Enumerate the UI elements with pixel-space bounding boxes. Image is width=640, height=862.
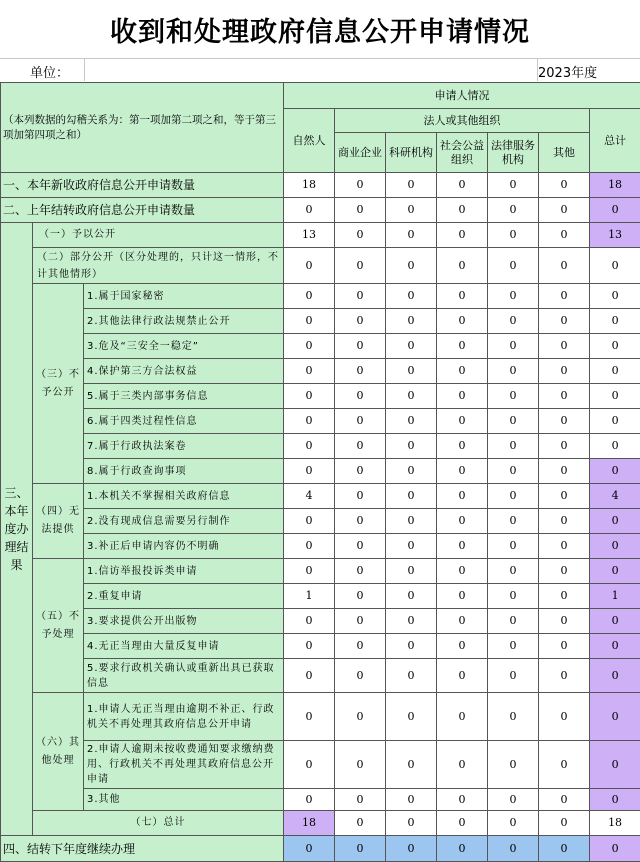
g3-item-0-value-2[interactable]: 0 — [386, 284, 437, 309]
report-table — [0, 82, 640, 862]
g3-item-1-value-4[interactable]: 0 — [488, 309, 539, 334]
g5-item-1-value-2[interactable]: 0 — [386, 584, 437, 609]
g7-value-1[interactable]: 0 — [335, 811, 386, 836]
row-carryover-value-3[interactable]: 0 — [437, 198, 488, 223]
g5-item-1-value-3[interactable]: 0 — [437, 584, 488, 609]
g6-item-2-value-5[interactable]: 0 — [539, 789, 590, 811]
g3-item-1-value-3[interactable]: 0 — [437, 309, 488, 334]
g5-item-1-label: 2.重复申请 — [84, 584, 284, 609]
g5-item-3-value-5[interactable]: 0 — [539, 634, 590, 659]
g3-item-3-value-6[interactable]: 0 — [590, 359, 640, 384]
g3-item-1-value-2[interactable]: 0 — [386, 309, 437, 334]
g1-value-4[interactable]: 0 — [488, 223, 539, 248]
g3-item-7-value-3[interactable]: 0 — [437, 459, 488, 484]
g4-item-0-value-4[interactable]: 0 — [488, 484, 539, 509]
g1-value-5[interactable]: 0 — [539, 223, 590, 248]
g6-item-2-value-2[interactable]: 0 — [386, 789, 437, 811]
section3-label: 三、本年度办理结果 — [1, 223, 33, 836]
g2-value-0[interactable]: 0 — [284, 248, 335, 284]
row-next-year-value-4[interactable]: 0 — [488, 836, 539, 862]
row-carryover-label: 二、上年结转政府信息公开申请数量 — [1, 198, 284, 223]
g3-item-2-value-4[interactable]: 0 — [488, 334, 539, 359]
g1-value-1[interactable]: 0 — [335, 223, 386, 248]
g6-label: （六）其他处理 — [33, 693, 84, 811]
row-new-requests-value-3[interactable]: 0 — [437, 173, 488, 198]
g5-item-3-value-6[interactable]: 0 — [590, 634, 640, 659]
row-new-requests-value-4[interactable]: 0 — [488, 173, 539, 198]
g3-item-4-value-2[interactable]: 0 — [386, 384, 437, 409]
g5-item-4-value-0[interactable]: 0 — [284, 659, 335, 693]
g6-item-0-value-0[interactable]: 0 — [284, 693, 335, 741]
g6-item-0-label: 1.申请人无正当理由逾期不补正、行政机关不再处理其政府信息公开申请 — [84, 693, 284, 741]
g3-item-3-value-1[interactable]: 0 — [335, 359, 386, 384]
g5-item-2-label: 3.要求提供公开出版物 — [84, 609, 284, 634]
g6-item-2-value-4[interactable]: 0 — [488, 789, 539, 811]
g4-item-0-label: 1.本机关不掌握相关政府信息 — [84, 484, 284, 509]
row-carryover-value-4[interactable]: 0 — [488, 198, 539, 223]
g4-item-1-value-6[interactable]: 0 — [590, 509, 640, 534]
g3-item-7-label: 8.属于行政查询事项 — [84, 459, 284, 484]
g4-item-0-value-0[interactable]: 4 — [284, 484, 335, 509]
g2-value-4[interactable]: 0 — [488, 248, 539, 284]
g6-item-1-value-5[interactable]: 0 — [539, 741, 590, 789]
g3-item-0-label: 1.属于国家秘密 — [84, 284, 284, 309]
g5-item-4-label: 5.要求行政机关确认或重新出具已获取信息 — [84, 659, 284, 693]
row-carryover-value-5[interactable]: 0 — [539, 198, 590, 223]
g6-item-1-value-6[interactable]: 0 — [590, 741, 640, 789]
g1-value-3[interactable]: 0 — [437, 223, 488, 248]
g5-item-4-value-4[interactable]: 0 — [488, 659, 539, 693]
g5-item-2-value-4[interactable]: 0 — [488, 609, 539, 634]
g2-value-1[interactable]: 0 — [335, 248, 386, 284]
header-total: 总计 — [590, 109, 640, 173]
g4-item-2-value-2[interactable]: 0 — [386, 534, 437, 559]
g5-item-2-value-6[interactable]: 0 — [590, 609, 640, 634]
header-applicant: 申请人情况 — [284, 83, 640, 109]
g3-item-2-value-3[interactable]: 0 — [437, 334, 488, 359]
g5-item-0-value-6[interactable]: 0 — [590, 559, 640, 584]
g3-item-2-value-2[interactable]: 0 — [386, 334, 437, 359]
g5-item-1-value-1[interactable]: 0 — [335, 584, 386, 609]
g5-item-0-label: 1.信访举报投诉类申请 — [84, 559, 284, 584]
g3-item-5-value-0[interactable]: 0 — [284, 409, 335, 434]
g7-value-3[interactable]: 0 — [437, 811, 488, 836]
g3-item-3-value-4[interactable]: 0 — [488, 359, 539, 384]
row-carryover-value-0[interactable]: 0 — [284, 198, 335, 223]
g6-item-0-value-5[interactable]: 0 — [539, 693, 590, 741]
row-new-requests-label: 一、本年新收政府信息公开申请数量 — [1, 173, 284, 198]
g3-item-5-label: 6.属于四类过程性信息 — [84, 409, 284, 434]
g6-item-0-value-2[interactable]: 0 — [386, 693, 437, 741]
g3-item-4-value-0[interactable]: 0 — [284, 384, 335, 409]
g3-label: （三）不予公开 — [33, 284, 84, 484]
unit-value-cell[interactable] — [84, 58, 538, 81]
g5-item-3-label: 4.无正当理由大量反复申请 — [84, 634, 284, 659]
g3-item-7-value-0[interactable]: 0 — [284, 459, 335, 484]
row-new-requests-value-1[interactable]: 0 — [335, 173, 386, 198]
row-next-year-label: 四、结转下年度继续办理 — [1, 836, 284, 862]
header-natural: 自然人 — [284, 109, 335, 173]
unit-label: 单位： — [30, 66, 70, 81]
row-next-year-value-6[interactable]: 0 — [590, 836, 640, 862]
g6-item-0-value-4[interactable]: 0 — [488, 693, 539, 741]
g3-item-3-value-5[interactable]: 0 — [539, 359, 590, 384]
row-next-year-value-1[interactable]: 0 — [335, 836, 386, 862]
header-col-2: 社会公益组织 — [437, 133, 488, 173]
g4-item-2-label: 3.补正后申请内容仍不明确 — [84, 534, 284, 559]
g5-item-4-value-2[interactable]: 0 — [386, 659, 437, 693]
g5-item-0-value-4[interactable]: 0 — [488, 559, 539, 584]
g3-item-2-value-6[interactable]: 0 — [590, 334, 640, 359]
g3-item-6-value-6[interactable]: 0 — [590, 434, 640, 459]
g3-item-3-value-3[interactable]: 0 — [437, 359, 488, 384]
g3-item-2-value-1[interactable]: 0 — [335, 334, 386, 359]
g7-value-0[interactable]: 18 — [284, 811, 335, 836]
g5-item-2-value-5[interactable]: 0 — [539, 609, 590, 634]
g4-item-1-value-5[interactable]: 0 — [539, 509, 590, 534]
g3-item-1-value-5[interactable]: 0 — [539, 309, 590, 334]
g6-item-2-label: 3.其他 — [84, 789, 284, 811]
g3-item-5-value-4[interactable]: 0 — [488, 409, 539, 434]
g5-item-0-value-5[interactable]: 0 — [539, 559, 590, 584]
g7-value-5[interactable]: 0 — [539, 811, 590, 836]
g5-item-2-value-2[interactable]: 0 — [386, 609, 437, 634]
g3-item-7-value-4[interactable]: 0 — [488, 459, 539, 484]
g4-item-2-value-4[interactable]: 0 — [488, 534, 539, 559]
g3-item-3-value-2[interactable]: 0 — [386, 359, 437, 384]
g6-item-2-value-0[interactable]: 0 — [284, 789, 335, 811]
g6-item-1-value-0[interactable]: 0 — [284, 741, 335, 789]
header-note: （本列数据的勾稽关系为：第一项加第二项之和，等于第三项加第四项之和） — [1, 83, 284, 173]
g6-item-0-value-1[interactable]: 0 — [335, 693, 386, 741]
g3-item-6-value-0[interactable]: 0 — [284, 434, 335, 459]
g3-item-4-value-5[interactable]: 0 — [539, 384, 590, 409]
row-next-year-value-0[interactable]: 0 — [284, 836, 335, 862]
g3-item-6-label: 7.属于行政执法案卷 — [84, 434, 284, 459]
g6-item-0-value-3[interactable]: 0 — [437, 693, 488, 741]
header-col-1: 科研机构 — [386, 133, 437, 173]
g3-item-2-value-0[interactable]: 0 — [284, 334, 335, 359]
g2-value-6[interactable]: 0 — [590, 248, 640, 284]
row-next-year-value-5[interactable]: 0 — [539, 836, 590, 862]
g3-item-0-value-0[interactable]: 0 — [284, 284, 335, 309]
row-carryover-value-2[interactable]: 0 — [386, 198, 437, 223]
g7-value-2[interactable]: 0 — [386, 811, 437, 836]
g5-item-4-value-5[interactable]: 0 — [539, 659, 590, 693]
g3-item-5-value-6[interactable]: 0 — [590, 409, 640, 434]
g3-item-1-value-6[interactable]: 0 — [590, 309, 640, 334]
g5-item-0-value-1[interactable]: 0 — [335, 559, 386, 584]
row-next-year-value-2[interactable]: 0 — [386, 836, 437, 862]
row-next-year-value-3[interactable]: 0 — [437, 836, 488, 862]
header-col-3: 法律服务机构 — [488, 133, 539, 173]
g5-label: （五）不予处理 — [33, 559, 84, 693]
g4-item-0-value-2[interactable]: 0 — [386, 484, 437, 509]
g1-value-0[interactable]: 13 — [284, 223, 335, 248]
g3-item-5-value-5[interactable]: 0 — [539, 409, 590, 434]
g4-item-1-value-3[interactable]: 0 — [437, 509, 488, 534]
g4-item-2-value-3[interactable]: 0 — [437, 534, 488, 559]
g3-item-7-value-2[interactable]: 0 — [386, 459, 437, 484]
g4-label: （四）无法提供 — [33, 484, 84, 559]
g5-item-1-value-0[interactable]: 1 — [284, 584, 335, 609]
g4-item-0-value-3[interactable]: 0 — [437, 484, 488, 509]
g3-item-1-label: 2.其他法律行政法规禁止公开 — [84, 309, 284, 334]
g2-value-5[interactable]: 0 — [539, 248, 590, 284]
g3-item-4-value-4[interactable]: 0 — [488, 384, 539, 409]
g3-item-0-value-6[interactable]: 0 — [590, 284, 640, 309]
g3-item-5-value-1[interactable]: 0 — [335, 409, 386, 434]
g6-item-0-value-6[interactable]: 0 — [590, 693, 640, 741]
g7-label: （七）总计 — [33, 811, 284, 836]
g5-item-0-value-3[interactable]: 0 — [437, 559, 488, 584]
g4-item-1-value-0[interactable]: 0 — [284, 509, 335, 534]
g6-item-2-value-3[interactable]: 0 — [437, 789, 488, 811]
g4-item-0-value-6[interactable]: 4 — [590, 484, 640, 509]
g3-item-3-label: 4.保护第三方合法权益 — [84, 359, 284, 384]
g3-item-5-value-2[interactable]: 0 — [386, 409, 437, 434]
g3-item-1-value-1[interactable]: 0 — [335, 309, 386, 334]
g2-value-2[interactable]: 0 — [386, 248, 437, 284]
g3-item-7-value-5[interactable]: 0 — [539, 459, 590, 484]
g3-item-5-value-3[interactable]: 0 — [437, 409, 488, 434]
g7-value-4[interactable]: 0 — [488, 811, 539, 836]
g5-item-3-value-2[interactable]: 0 — [386, 634, 437, 659]
g6-item-2-value-6[interactable]: 0 — [590, 789, 640, 811]
g2-value-3[interactable]: 0 — [437, 248, 488, 284]
g4-item-1-value-1[interactable]: 0 — [335, 509, 386, 534]
g4-item-2-value-0[interactable]: 0 — [284, 534, 335, 559]
unit-row — [0, 58, 640, 82]
row-carryover-value-1[interactable]: 0 — [335, 198, 386, 223]
g3-item-0-value-1[interactable]: 0 — [335, 284, 386, 309]
g4-item-2-value-5[interactable]: 0 — [539, 534, 590, 559]
page-title: 收到和处理政府信息公开申请情况 — [0, 0, 640, 59]
g3-item-4-value-3[interactable]: 0 — [437, 384, 488, 409]
g3-item-3-value-0[interactable]: 0 — [284, 359, 335, 384]
g3-item-7-value-6[interactable]: 0 — [590, 459, 640, 484]
g3-item-6-value-2[interactable]: 0 — [386, 434, 437, 459]
g3-item-2-label: 3.危及“三安全一稳定” — [84, 334, 284, 359]
g3-item-6-value-4[interactable]: 0 — [488, 434, 539, 459]
header-legal: 法人或其他组织 — [335, 109, 590, 133]
g5-item-2-value-3[interactable]: 0 — [437, 609, 488, 634]
g5-item-4-value-1[interactable]: 0 — [335, 659, 386, 693]
row-new-requests-value-2[interactable]: 0 — [386, 173, 437, 198]
report-year: 2023年度 — [538, 66, 598, 81]
g3-item-0-value-4[interactable]: 0 — [488, 284, 539, 309]
row-carryover-value-6[interactable]: 0 — [590, 198, 640, 223]
g6-item-1-value-4[interactable]: 0 — [488, 741, 539, 789]
g5-item-3-value-1[interactable]: 0 — [335, 634, 386, 659]
g6-item-2-value-1[interactable]: 0 — [335, 789, 386, 811]
row-new-requests-value-6[interactable]: 18 — [590, 173, 640, 198]
g5-item-4-value-3[interactable]: 0 — [437, 659, 488, 693]
g3-item-1-value-0[interactable]: 0 — [284, 309, 335, 334]
g5-item-0-value-2[interactable]: 0 — [386, 559, 437, 584]
g4-item-0-value-5[interactable]: 0 — [539, 484, 590, 509]
g5-item-1-value-6[interactable]: 1 — [590, 584, 640, 609]
row-new-requests-value-0[interactable]: 18 — [284, 173, 335, 198]
g1-value-6[interactable]: 13 — [590, 223, 640, 248]
g3-item-0-value-5[interactable]: 0 — [539, 284, 590, 309]
g5-item-3-value-0[interactable]: 0 — [284, 634, 335, 659]
g3-item-4-label: 5.属于三类内部事务信息 — [84, 384, 284, 409]
g6-item-1-value-1[interactable]: 0 — [335, 741, 386, 789]
g2-label: （二）部分公开（区分处理的，只计这一情形，不计其他情形） — [33, 248, 284, 284]
g5-item-2-value-1[interactable]: 0 — [335, 609, 386, 634]
g3-item-0-value-3[interactable]: 0 — [437, 284, 488, 309]
g5-item-3-value-4[interactable]: 0 — [488, 634, 539, 659]
g6-item-1-label: 2.申请人逾期未按收费通知要求缴纳费用、行政机关不再处理其政府信息公开申请 — [84, 741, 284, 789]
g4-item-2-value-6[interactable]: 0 — [590, 534, 640, 559]
g1-value-2[interactable]: 0 — [386, 223, 437, 248]
g3-item-7-value-1[interactable]: 0 — [335, 459, 386, 484]
g4-item-0-value-1[interactable]: 0 — [335, 484, 386, 509]
g3-item-6-value-1[interactable]: 0 — [335, 434, 386, 459]
g3-item-2-value-5[interactable]: 0 — [539, 334, 590, 359]
header-col-4: 其他 — [539, 133, 590, 173]
g5-item-4-value-6[interactable]: 0 — [590, 659, 640, 693]
g5-item-3-value-3[interactable]: 0 — [437, 634, 488, 659]
g1-label: （一）予以公开 — [33, 223, 284, 248]
g3-item-6-value-3[interactable]: 0 — [437, 434, 488, 459]
g3-item-6-value-5[interactable]: 0 — [539, 434, 590, 459]
g5-item-1-value-5[interactable]: 0 — [539, 584, 590, 609]
g4-item-2-value-1[interactable]: 0 — [335, 534, 386, 559]
g6-item-1-value-2[interactable]: 0 — [386, 741, 437, 789]
g5-item-1-value-4[interactable]: 0 — [488, 584, 539, 609]
g3-item-4-value-1[interactable]: 0 — [335, 384, 386, 409]
g6-item-1-value-3[interactable]: 0 — [437, 741, 488, 789]
g4-item-1-label: 2.没有现成信息需要另行制作 — [84, 509, 284, 534]
g3-item-4-value-6[interactable]: 0 — [590, 384, 640, 409]
g7-value-6[interactable]: 18 — [590, 811, 640, 836]
row-new-requests-value-5[interactable]: 0 — [539, 173, 590, 198]
g5-item-2-value-0[interactable]: 0 — [284, 609, 335, 634]
g5-item-0-value-0[interactable]: 0 — [284, 559, 335, 584]
g4-item-1-value-4[interactable]: 0 — [488, 509, 539, 534]
g4-item-1-value-2[interactable]: 0 — [386, 509, 437, 534]
header-col-0: 商业企业 — [335, 133, 386, 173]
